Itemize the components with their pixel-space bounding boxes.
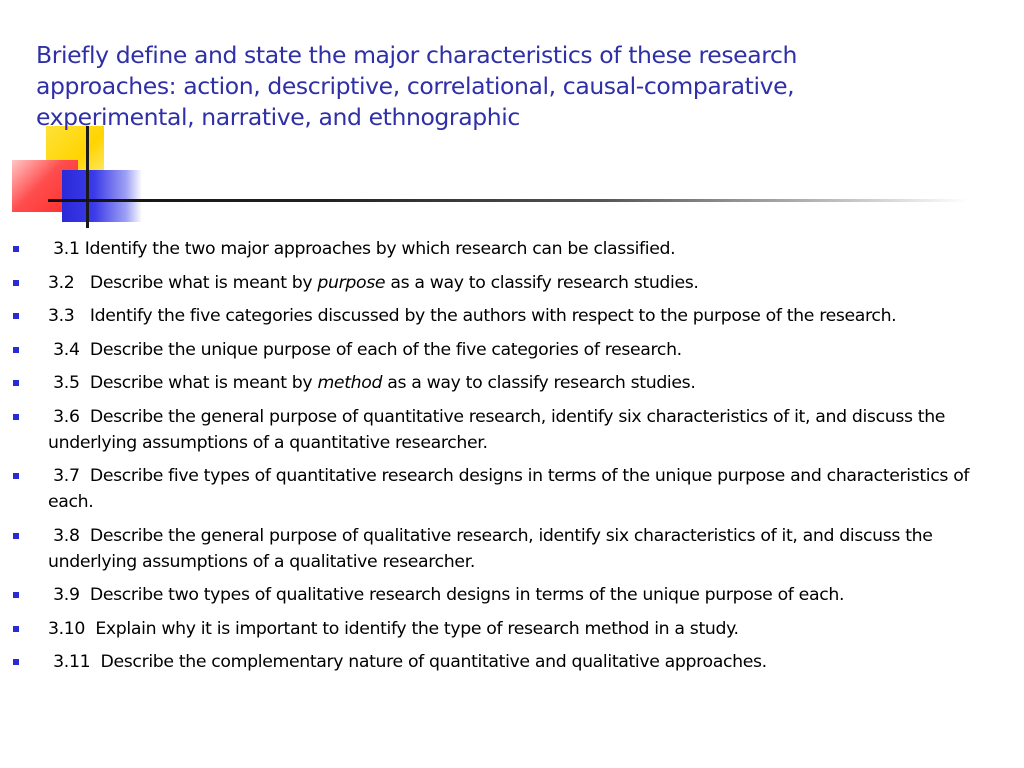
square-bullet-icon	[13, 280, 19, 286]
list-item	[0, 649, 1024, 675]
objectives-list	[0, 236, 1024, 683]
list-item	[0, 370, 1024, 396]
list-item-text: as a way to classify research studies.	[385, 272, 699, 293]
square-bullet-icon	[13, 659, 19, 665]
list-item-text: 3.11 Describe the complementary nature of quantitative and qualitative approaches.	[48, 652, 767, 672]
list-item-text: 3.8 Describe the general purpose of qualitative research, identify six characteristics of it, and discuss the underlying assumptions of a qualitative researcher.	[48, 525, 938, 572]
list-item	[0, 236, 1024, 262]
list-item	[0, 404, 1024, 456]
list-item-emphasis: method	[317, 373, 383, 393]
square-bullet-icon	[13, 626, 19, 632]
title-underline-rule	[48, 199, 968, 202]
list-item-text: 3.9 Describe two types of qualitative research designs in terms of the unique purpose of each.	[48, 585, 845, 605]
list-item	[0, 337, 1024, 363]
list-item	[0, 582, 1024, 608]
list-item	[0, 463, 1024, 515]
square-bullet-icon	[13, 414, 19, 420]
square-bullet-icon	[13, 473, 19, 479]
list-item-emphasis: purpose	[317, 272, 386, 293]
vertical-rule-decoration	[86, 126, 89, 228]
list-item-text: as a way to classify research studies.	[382, 373, 696, 393]
square-bullet-icon	[13, 533, 19, 539]
square-bullet-icon	[13, 246, 19, 252]
list-item	[0, 270, 1024, 296]
list-item-text: 3.7 Describe five types of quantitative research designs in terms of the unique purpose and characteristics of each.	[48, 466, 975, 512]
list-item-text: 3.6 Describe the general purpose of quantitative research, identify six characteristics of it, and discuss the underlying assumptions of a quantitative researcher.	[48, 406, 951, 453]
blue-square-decoration	[62, 170, 142, 222]
list-item-text: 3.1 Identify the two major approaches by which research can be classified.	[48, 239, 676, 259]
square-bullet-icon	[13, 347, 19, 353]
square-bullet-icon	[13, 380, 19, 386]
list-item-text: 3.5 Describe what is meant by	[48, 373, 318, 393]
list-item	[0, 303, 1024, 329]
list-item-text: 3.10 Explain why it is important to identify the type of research method in a study.	[48, 618, 739, 639]
list-item-text: 3.3 Identify the five categories discussed by the authors with respect to the purpose of the research.	[48, 306, 897, 326]
slide-title: Briefly define and state the major characteristics of these research approaches: action, descriptive, correlational, causal-comparative, experimental, narrative, and ethnographic	[36, 41, 798, 131]
list-item	[0, 523, 1024, 575]
list-item-text: 3.4 Describe the unique purpose of each of the five categories of research.	[48, 339, 682, 360]
square-bullet-icon	[13, 592, 19, 598]
list-item	[0, 616, 1024, 642]
square-bullet-icon	[13, 313, 19, 319]
list-item-text: 3.2 Describe what is meant by	[48, 272, 318, 293]
